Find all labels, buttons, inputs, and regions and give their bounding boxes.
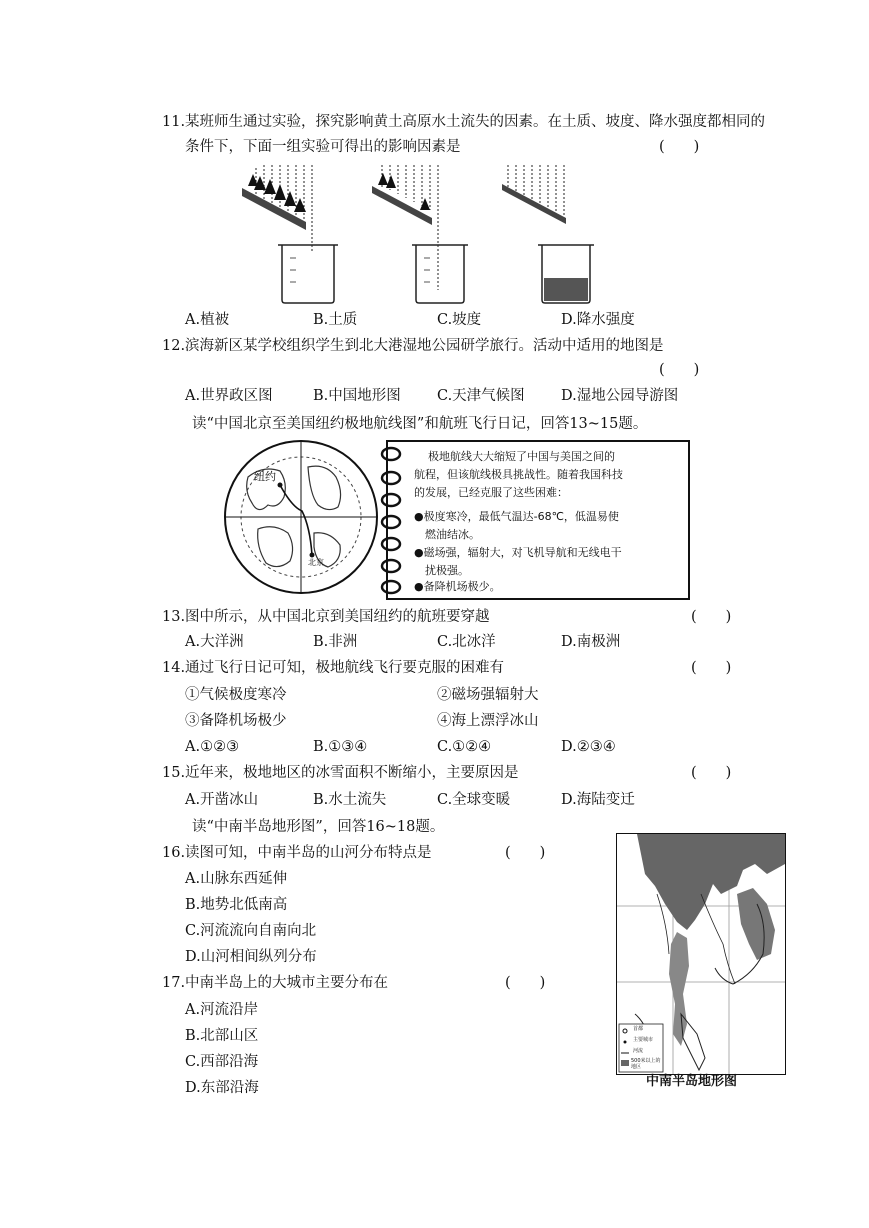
diary-line-7: 扰极强。 xyxy=(414,564,469,577)
q11-stem-line1: 11.某班师生通过实验，探究影响黄土高原水土流失的因素。在土质、坡度、降水强度都相同的 xyxy=(162,114,766,130)
q11-option-a: A.植被 xyxy=(185,312,230,328)
map-legend-highland: 500米以上的地区 xyxy=(631,1058,661,1070)
q14-item-1: ①气候极度寒冷 xyxy=(185,687,287,703)
diary-line-6: ●磁场强，辐射大，对飞机导航和无线电干 xyxy=(414,546,622,559)
map-legend-river: 河流 xyxy=(633,1048,644,1054)
q13-option-b: B.非洲 xyxy=(313,634,358,650)
q11-stem-line2: 条件下，下面一组实验可得出的影响因素是 xyxy=(185,139,461,155)
q14-item-2: ②磁场强辐射大 xyxy=(437,687,539,703)
q15-option-a: A.开凿冰山 xyxy=(185,792,259,808)
q12-option-c: C.天津气候图 xyxy=(437,388,525,404)
q14-option-d: D.②③④ xyxy=(561,739,616,755)
q12-answer-paren: ( ) xyxy=(659,362,700,378)
q13-option-c: C.北冰洋 xyxy=(437,634,496,650)
q11-option-d: D.降水强度 xyxy=(561,312,635,328)
slope-with-vegetation xyxy=(242,165,312,252)
flight-diary xyxy=(386,440,690,600)
diary-line-1: 极地航线大大缩短了中国与美国之间的 xyxy=(428,450,615,463)
q17-option-d: D.东部沿海 xyxy=(185,1080,259,1096)
indochina-terrain-map xyxy=(616,833,786,1075)
q13-answer-paren: ( ) xyxy=(691,609,732,625)
q14-option-b: B.①③④ xyxy=(313,739,368,755)
map-legend-city: 主要城市 xyxy=(633,1037,654,1043)
q15-answer-paren: ( ) xyxy=(691,765,732,781)
indochina-map-caption: 中南半岛地形图 xyxy=(646,1074,738,1089)
q14-item-4: ④海上漂浮冰山 xyxy=(437,713,539,729)
q15-option-d: D.海陆变迁 xyxy=(561,792,635,808)
q17-option-b: B.北部山区 xyxy=(185,1028,259,1044)
intro-13-15: 读“中国北京至美国纽约极地航线图”和航班飞行日记，回答13~15题。 xyxy=(192,416,648,432)
beaker-3 xyxy=(538,245,594,303)
q17-stem: 17.中南半岛上的大城市主要分布在 xyxy=(162,975,389,991)
q13-stem: 13.图中所示，从中国北京到美国纽约的航班要穿越 xyxy=(162,609,490,625)
q16-stem: 16.读图可知，中南半岛的山河分布特点是 xyxy=(162,845,432,861)
slope-bare xyxy=(502,165,566,224)
q14-item-3: ③备降机场极少 xyxy=(185,713,287,729)
diary-line-8: ●备降机场极少。 xyxy=(414,580,501,593)
q17-option-c: C.西部沿海 xyxy=(185,1054,259,1070)
slope-partial-vegetation xyxy=(372,165,438,290)
q14-option-a: A.①②③ xyxy=(185,739,240,755)
q16-option-b: B.地势北低南高 xyxy=(185,897,288,913)
q15-option-b: B.水土流失 xyxy=(313,792,387,808)
q12-option-b: B.中国地形图 xyxy=(313,388,401,404)
q11-option-b: B.土质 xyxy=(313,312,358,328)
beaker-2 xyxy=(412,245,468,303)
polar-route-map xyxy=(218,437,384,597)
q17-answer-paren: ( ) xyxy=(505,975,546,991)
diary-line-4: ●极度寒冷，最低气温达-68℃，低温易使 xyxy=(414,510,619,523)
q13-option-d: D.南极洲 xyxy=(561,634,621,650)
q17-option-a: A.河流沿岸 xyxy=(185,1002,259,1018)
q15-stem: 15.近年来，极地地区的冰雪面积不断缩小，主要原因是 xyxy=(162,765,519,781)
q16-option-a: A.山脉东西延伸 xyxy=(185,871,288,887)
intro-16-18: 读“中南半岛地形图”，回答16~18题。 xyxy=(192,819,445,835)
diary-line-3: 的发展，已经克服了这些困难： xyxy=(414,486,568,499)
q12-option-a: A.世界政区图 xyxy=(185,388,273,404)
map-label-newyork: 纽约 xyxy=(254,470,276,483)
q13-option-a: A.大洋洲 xyxy=(185,634,244,650)
q16-option-d: D.山河相间纵列分布 xyxy=(185,949,317,965)
beaker-1 xyxy=(278,245,338,303)
q14-stem: 14.通过飞行日记可知，极地航线飞行要克服的困难有 xyxy=(162,660,505,676)
q11-option-c: C.坡度 xyxy=(437,312,482,328)
notebook-rings xyxy=(376,442,406,598)
q16-answer-paren: ( ) xyxy=(505,845,546,861)
map-label-beijing: 北京 xyxy=(308,558,324,567)
diary-line-2: 航程，但该航线极具挑战性。随着我国科技 xyxy=(414,468,623,481)
q12-stem: 12.滨海新区某学校组织学生到北大港湿地公园研学旅行。活动中适用的地图是 xyxy=(162,338,664,354)
q12-option-d: D.湿地公园导游图 xyxy=(561,388,679,404)
diary-line-5: 燃油结冰。 xyxy=(414,528,480,541)
q11-experiment-figure xyxy=(236,160,596,310)
q16-option-c: C.河流流向自南向北 xyxy=(185,923,317,939)
q11-answer-paren: ( ) xyxy=(659,139,700,155)
q14-option-c: C.①②④ xyxy=(437,739,492,755)
q15-option-c: C.全球变暖 xyxy=(437,792,511,808)
q14-answer-paren: ( ) xyxy=(691,660,732,676)
map-legend-capital: 首都 xyxy=(633,1026,644,1032)
